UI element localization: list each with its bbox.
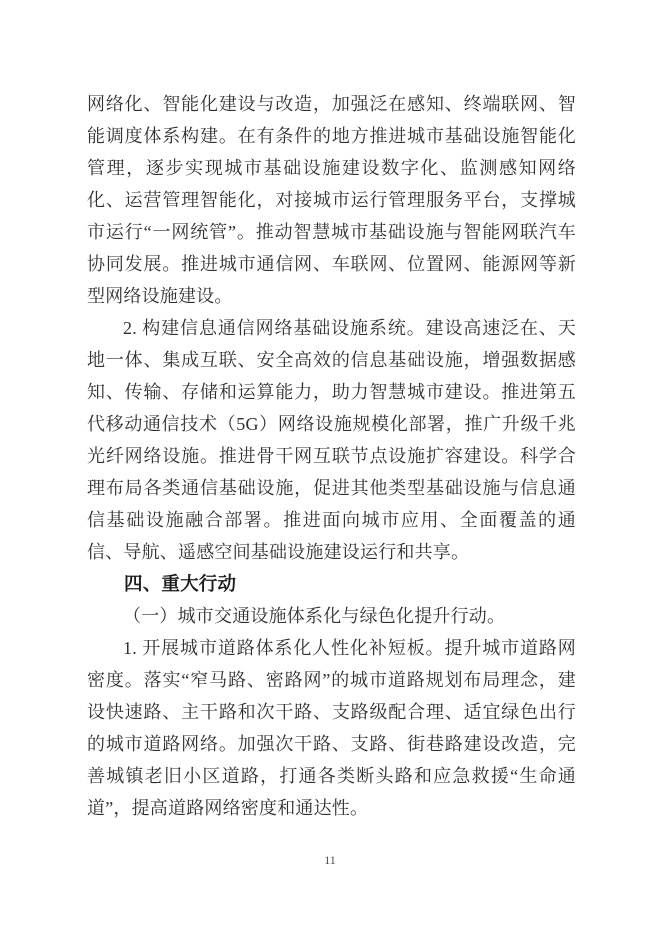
- paragraph-continuation: 网络化、智能化建设与改造，加强泛在感知、终端联网、智能调度体系构建。在有条件的地方推进城市基础设施智能化管理，逐步实现城市基础设施建设数字化、监测感知网络化、运营管理智能化，对接城市运行管理服务平台，支撑城市运行“一网统管”。推动智慧城市基础设施与智能网联汽车协同发展。推进城市通信网、车联网、位置网、能源网等新型网络设施建设。: [87, 94, 576, 306]
- paragraph-item-1: 1. 开展城市道路体系化人性化补短板。提升城市道路网密度。落实“窄马路、密路网”的城市道路规划布局理念，建设快速路、主干路和次干路、支路级配合理、适宜绿色出行的城市道路网络。加强次干路、支路、街巷路建设改造，完善城镇老旧小区道路，打通各类断头路和应急救援“生命通道”，提高道路网络密度和通达性。: [87, 638, 576, 818]
- subsection-heading: （一）城市交通设施体系化与绿色化提升行动。: [123, 606, 506, 626]
- text-block: [87, 88, 576, 824]
- paragraph-item-2: 2. 构建信息通信网络基础设施系统。建设高速泛在、天地一体、集成互联、安全高效的信息基础设施，增强数据感知、传输、存储和运算能力，助力智慧城市建设。推进第五代移动通信技术（5G）网络设施规模化部署，推广升级千兆光纤网络设施。推进骨干网互联节点设施扩容建设。科学合理布局各类通信基础设施，促进其他类型基础设施与信息通信基础设施融合部署。推进面向城市应用、全面覆盖的通信、导航、遥感空间基础设施建设运行和共享。: [87, 318, 576, 562]
- page-number: 11: [324, 853, 336, 867]
- section-heading: 四、重大行动: [124, 573, 237, 594]
